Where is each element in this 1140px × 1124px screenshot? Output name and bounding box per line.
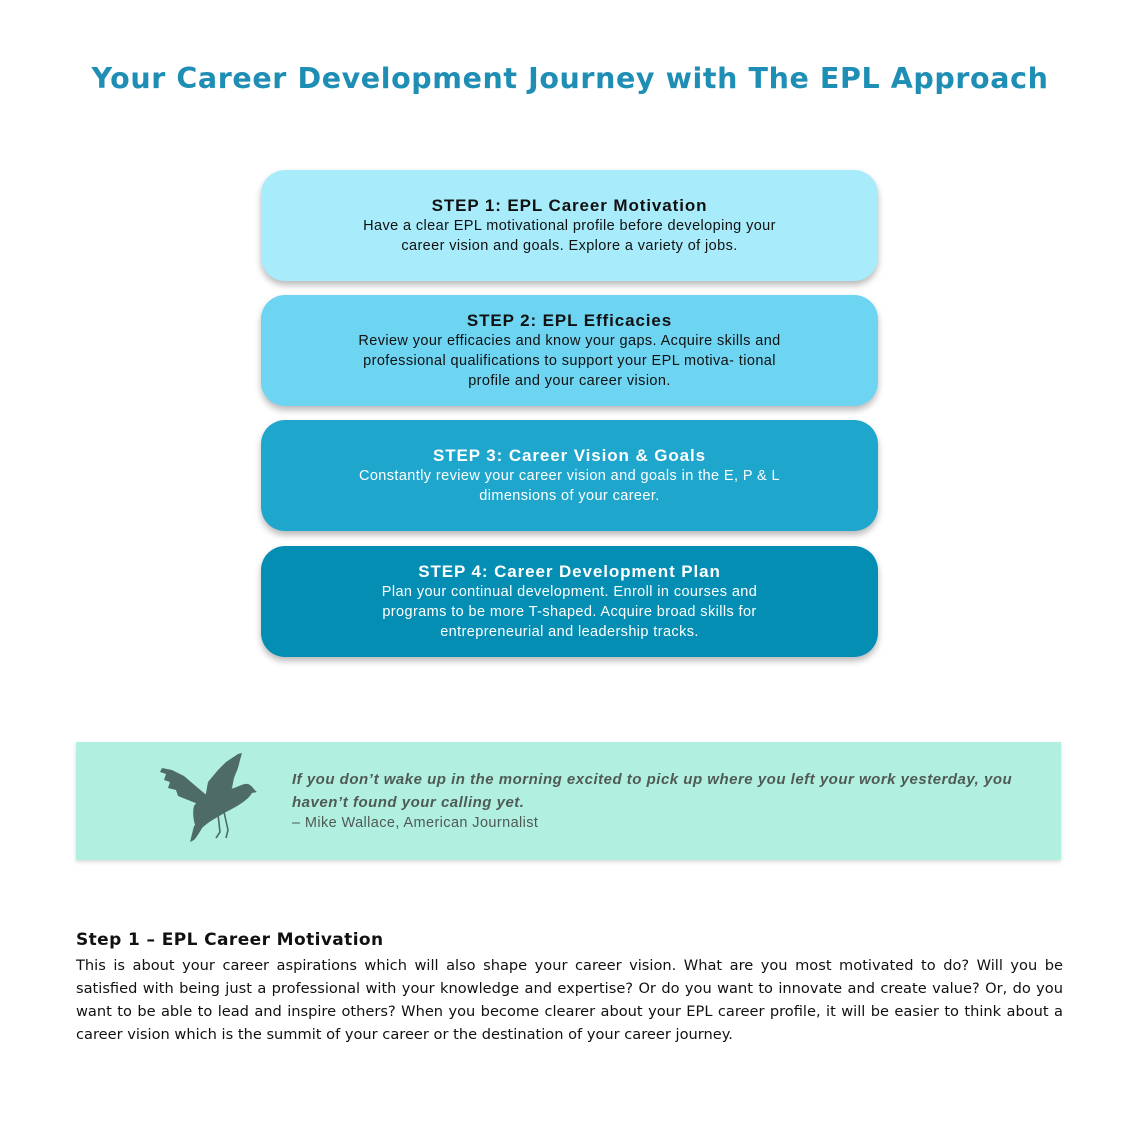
step-2-card (261, 295, 878, 406)
section-heading: Step 1 – EPL Career Motivation (76, 930, 384, 950)
step-1-description: Have a clear EPL motivational profile before developing your career vision and goals. Explore a variety of jobs. (363, 217, 776, 254)
quote-author: – Mike Wallace, American Journalist (292, 815, 539, 831)
step-4-card (261, 546, 878, 657)
step-3-card (261, 420, 878, 531)
page-title: Your Career Development Journey with The EPL Approach (91, 62, 1049, 95)
step-1-title: STEP 1: EPL Career Motivation (431, 195, 708, 215)
step-2-title: STEP 2: EPL Efficacies (466, 310, 673, 330)
step-4-description: Plan your continual development. Enroll in courses and programs to be more T-shaped. Acquire broad skills for entrepreneurial and leadership tracks. (381, 583, 758, 640)
bird-icon (160, 752, 260, 844)
step-3-title: STEP 3: Career Vision & Goals (432, 445, 706, 465)
quote-text: If you don’t wake up in the morning excited to pick up where you left your work yesterday, you haven’t found your calling yet. (292, 771, 1013, 811)
step-3-description: Constantly review your career vision and goals in the E, P & L dimensions of your career. (358, 467, 781, 504)
step-1-card (261, 170, 878, 281)
step-4-title: STEP 4: Career Development Plan (418, 561, 721, 581)
section-body: This is about your career aspirations which will also shape your career vision. What are you most motivated to do? Will you be satisfied with being just a professional with your knowledge and expertise? Or do you want to innovate and create value? Or, do you want to be able to lead and inspire others? When you become clearer about your EPL career profile, it will be easier to think about a career vision which is the summit of your career or the destination of your career journey. (76, 957, 1063, 1043)
step-2-description: Review your efficacies and know your gaps. Acquire skills and professional qualifications to support your EPL motiva- tional profile and your career vision. (358, 332, 781, 389)
quote-box (76, 742, 1061, 860)
